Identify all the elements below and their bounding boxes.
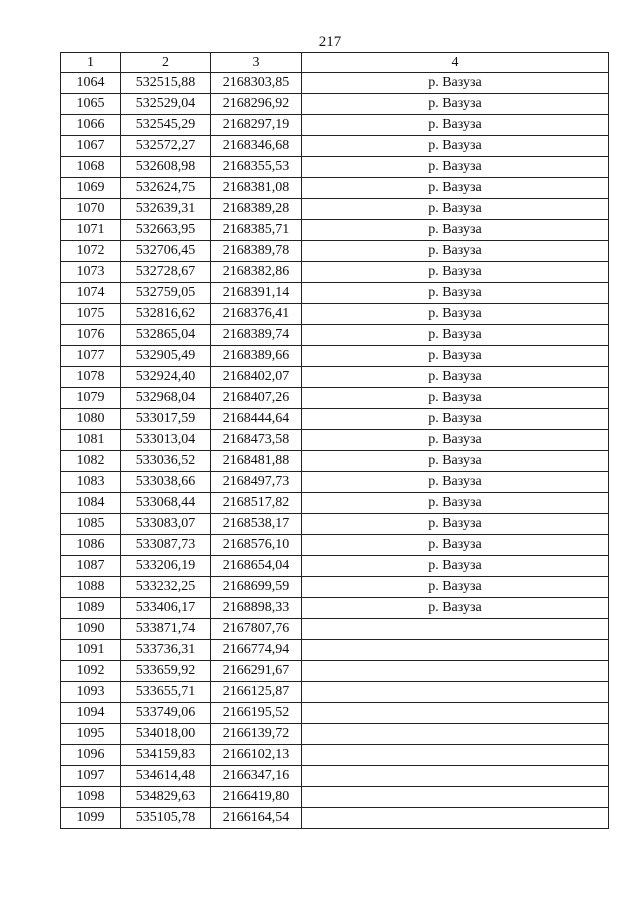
point-number-cell: 1072 <box>61 241 121 262</box>
y-coordinate-cell: 2166164,54 <box>211 808 302 829</box>
description-cell <box>302 724 609 745</box>
table-row <box>61 199 609 220</box>
description-cell <box>302 745 609 766</box>
x-coordinate-cell: 533655,71 <box>121 682 211 703</box>
x-coordinate-cell: 533736,31 <box>121 640 211 661</box>
table-row <box>61 178 609 199</box>
description-cell: р. Вазуза <box>302 220 609 241</box>
point-number-cell: 1090 <box>61 619 121 640</box>
description-cell <box>302 661 609 682</box>
y-coordinate-cell: 2168389,78 <box>211 241 302 262</box>
description-cell: р. Вазуза <box>302 514 609 535</box>
point-number-cell: 1086 <box>61 535 121 556</box>
table-row <box>61 409 609 430</box>
description-cell: р. Вазуза <box>302 556 609 577</box>
point-number-cell: 1068 <box>61 157 121 178</box>
point-number-cell: 1088 <box>61 577 121 598</box>
description-cell: р. Вазуза <box>302 262 609 283</box>
x-coordinate-cell: 532905,49 <box>121 346 211 367</box>
x-coordinate-cell: 533068,44 <box>121 493 211 514</box>
x-coordinate-cell: 533406,17 <box>121 598 211 619</box>
point-number-cell: 1098 <box>61 787 121 808</box>
point-number-cell: 1092 <box>61 661 121 682</box>
description-cell: р. Вазуза <box>302 157 609 178</box>
x-coordinate-cell: 532865,04 <box>121 325 211 346</box>
x-coordinate-cell: 533083,07 <box>121 514 211 535</box>
x-coordinate-cell: 532728,67 <box>121 262 211 283</box>
point-number-cell: 1067 <box>61 136 121 157</box>
table-row <box>61 472 609 493</box>
y-coordinate-cell: 2166774,94 <box>211 640 302 661</box>
table-row <box>61 493 609 514</box>
x-coordinate-cell: 533659,92 <box>121 661 211 682</box>
x-coordinate-cell: 532639,31 <box>121 199 211 220</box>
description-cell <box>302 619 609 640</box>
point-number-cell: 1077 <box>61 346 121 367</box>
x-coordinate-cell: 532816,62 <box>121 304 211 325</box>
point-number-cell: 1075 <box>61 304 121 325</box>
table-row <box>61 703 609 724</box>
description-cell <box>302 808 609 829</box>
x-coordinate-cell: 534614,48 <box>121 766 211 787</box>
y-coordinate-cell: 2166419,80 <box>211 787 302 808</box>
x-coordinate-cell: 533749,06 <box>121 703 211 724</box>
description-cell: р. Вазуза <box>302 283 609 304</box>
coordinates-table <box>60 52 609 829</box>
table-row <box>61 451 609 472</box>
page-number: 217 <box>318 34 342 50</box>
point-number-cell: 1073 <box>61 262 121 283</box>
point-number-cell: 1065 <box>61 94 121 115</box>
x-coordinate-cell: 533206,19 <box>121 556 211 577</box>
y-coordinate-cell: 2168381,08 <box>211 178 302 199</box>
y-coordinate-cell: 2168355,53 <box>211 157 302 178</box>
description-cell <box>302 703 609 724</box>
x-coordinate-cell: 533038,66 <box>121 472 211 493</box>
point-number-cell: 1080 <box>61 409 121 430</box>
y-coordinate-cell: 2168297,19 <box>211 115 302 136</box>
x-coordinate-cell: 533871,74 <box>121 619 211 640</box>
table-row <box>61 136 609 157</box>
description-cell: р. Вазуза <box>302 94 609 115</box>
column-header-1: 1 <box>61 53 121 73</box>
point-number-cell: 1084 <box>61 493 121 514</box>
point-number-cell: 1069 <box>61 178 121 199</box>
table-row <box>61 241 609 262</box>
point-number-cell: 1083 <box>61 472 121 493</box>
y-coordinate-cell: 2168376,41 <box>211 304 302 325</box>
table-row <box>61 808 609 829</box>
x-coordinate-cell: 533036,52 <box>121 451 211 472</box>
table-row <box>61 787 609 808</box>
point-number-cell: 1085 <box>61 514 121 535</box>
y-coordinate-cell: 2166125,87 <box>211 682 302 703</box>
description-cell <box>302 766 609 787</box>
y-coordinate-cell: 2168296,92 <box>211 94 302 115</box>
x-coordinate-cell: 532968,04 <box>121 388 211 409</box>
x-coordinate-cell: 532706,45 <box>121 241 211 262</box>
description-cell: р. Вазуза <box>302 367 609 388</box>
table-row <box>61 598 609 619</box>
y-coordinate-cell: 2168402,07 <box>211 367 302 388</box>
x-coordinate-cell: 534159,83 <box>121 745 211 766</box>
x-coordinate-cell: 532924,40 <box>121 367 211 388</box>
description-cell: р. Вазуза <box>302 451 609 472</box>
table-row <box>61 619 609 640</box>
point-number-cell: 1091 <box>61 640 121 661</box>
table-header-row <box>61 53 609 73</box>
description-cell <box>302 682 609 703</box>
point-number-cell: 1071 <box>61 220 121 241</box>
y-coordinate-cell: 2168517,82 <box>211 493 302 514</box>
y-coordinate-cell: 2168389,28 <box>211 199 302 220</box>
description-cell: р. Вазуза <box>302 388 609 409</box>
column-header-4: 4 <box>302 53 609 73</box>
point-number-cell: 1079 <box>61 388 121 409</box>
point-number-cell: 1076 <box>61 325 121 346</box>
x-coordinate-cell: 533087,73 <box>121 535 211 556</box>
point-number-cell: 1095 <box>61 724 121 745</box>
y-coordinate-cell: 2168576,10 <box>211 535 302 556</box>
x-coordinate-cell: 532572,27 <box>121 136 211 157</box>
table-row <box>61 430 609 451</box>
description-cell: р. Вазуза <box>302 199 609 220</box>
y-coordinate-cell: 2166139,72 <box>211 724 302 745</box>
y-coordinate-cell: 2166102,13 <box>211 745 302 766</box>
description-cell: р. Вазуза <box>302 178 609 199</box>
table-row <box>61 325 609 346</box>
description-cell: р. Вазуза <box>302 535 609 556</box>
description-cell: р. Вазуза <box>302 493 609 514</box>
table-row <box>61 724 609 745</box>
y-coordinate-cell: 2168382,86 <box>211 262 302 283</box>
y-coordinate-cell: 2168473,58 <box>211 430 302 451</box>
y-coordinate-cell: 2168346,68 <box>211 136 302 157</box>
table-body <box>61 73 609 829</box>
point-number-cell: 1082 <box>61 451 121 472</box>
point-number-cell: 1099 <box>61 808 121 829</box>
table-row <box>61 640 609 661</box>
x-coordinate-cell: 532624,75 <box>121 178 211 199</box>
description-cell: р. Вазуза <box>302 430 609 451</box>
table-row <box>61 115 609 136</box>
table-row <box>61 556 609 577</box>
description-cell: р. Вазуза <box>302 472 609 493</box>
point-number-cell: 1087 <box>61 556 121 577</box>
y-coordinate-cell: 2168538,17 <box>211 514 302 535</box>
y-coordinate-cell: 2168481,88 <box>211 451 302 472</box>
table-row <box>61 304 609 325</box>
y-coordinate-cell: 2168898,33 <box>211 598 302 619</box>
x-coordinate-cell: 532545,29 <box>121 115 211 136</box>
x-coordinate-cell: 532529,04 <box>121 94 211 115</box>
point-number-cell: 1064 <box>61 73 121 94</box>
description-cell: р. Вазуза <box>302 136 609 157</box>
description-cell: р. Вазуза <box>302 73 609 94</box>
point-number-cell: 1096 <box>61 745 121 766</box>
y-coordinate-cell: 2166195,52 <box>211 703 302 724</box>
description-cell: р. Вазуза <box>302 325 609 346</box>
description-cell: р. Вазуза <box>302 577 609 598</box>
table-row <box>61 388 609 409</box>
point-number-cell: 1093 <box>61 682 121 703</box>
y-coordinate-cell: 2168385,71 <box>211 220 302 241</box>
x-coordinate-cell: 532515,88 <box>121 73 211 94</box>
table-row <box>61 346 609 367</box>
y-coordinate-cell: 2166347,16 <box>211 766 302 787</box>
table-row <box>61 220 609 241</box>
table-row <box>61 94 609 115</box>
table-row <box>61 262 609 283</box>
table-row <box>61 661 609 682</box>
x-coordinate-cell: 533232,25 <box>121 577 211 598</box>
description-cell: р. Вазуза <box>302 115 609 136</box>
description-cell: р. Вазуза <box>302 346 609 367</box>
description-cell: р. Вазуза <box>302 304 609 325</box>
y-coordinate-cell: 2168497,73 <box>211 472 302 493</box>
table-row <box>61 73 609 94</box>
x-coordinate-cell: 533013,04 <box>121 430 211 451</box>
point-number-cell: 1070 <box>61 199 121 220</box>
point-number-cell: 1097 <box>61 766 121 787</box>
description-cell: р. Вазуза <box>302 409 609 430</box>
x-coordinate-cell: 534018,00 <box>121 724 211 745</box>
x-coordinate-cell: 533017,59 <box>121 409 211 430</box>
description-cell: р. Вазуза <box>302 598 609 619</box>
table-row <box>61 577 609 598</box>
table-row <box>61 745 609 766</box>
column-header-3: 3 <box>211 53 302 73</box>
description-cell: р. Вазуза <box>302 241 609 262</box>
point-number-cell: 1066 <box>61 115 121 136</box>
table-row <box>61 157 609 178</box>
table-row <box>61 367 609 388</box>
y-coordinate-cell: 2168389,74 <box>211 325 302 346</box>
y-coordinate-cell: 2168444,64 <box>211 409 302 430</box>
x-coordinate-cell: 532663,95 <box>121 220 211 241</box>
x-coordinate-cell: 532759,05 <box>121 283 211 304</box>
description-cell <box>302 640 609 661</box>
table-row <box>61 766 609 787</box>
x-coordinate-cell: 534829,63 <box>121 787 211 808</box>
y-coordinate-cell: 2168391,14 <box>211 283 302 304</box>
y-coordinate-cell: 2168303,85 <box>211 73 302 94</box>
table-row <box>61 283 609 304</box>
x-coordinate-cell: 535105,78 <box>121 808 211 829</box>
table-row <box>61 535 609 556</box>
y-coordinate-cell: 2168699,59 <box>211 577 302 598</box>
x-coordinate-cell: 532608,98 <box>121 157 211 178</box>
point-number-cell: 1081 <box>61 430 121 451</box>
description-cell <box>302 787 609 808</box>
point-number-cell: 1094 <box>61 703 121 724</box>
point-number-cell: 1078 <box>61 367 121 388</box>
y-coordinate-cell: 2168407,26 <box>211 388 302 409</box>
table-row <box>61 682 609 703</box>
point-number-cell: 1089 <box>61 598 121 619</box>
y-coordinate-cell: 2167807,76 <box>211 619 302 640</box>
y-coordinate-cell: 2166291,67 <box>211 661 302 682</box>
point-number-cell: 1074 <box>61 283 121 304</box>
column-header-2: 2 <box>121 53 211 73</box>
y-coordinate-cell: 2168654,04 <box>211 556 302 577</box>
y-coordinate-cell: 2168389,66 <box>211 346 302 367</box>
table-row <box>61 514 609 535</box>
